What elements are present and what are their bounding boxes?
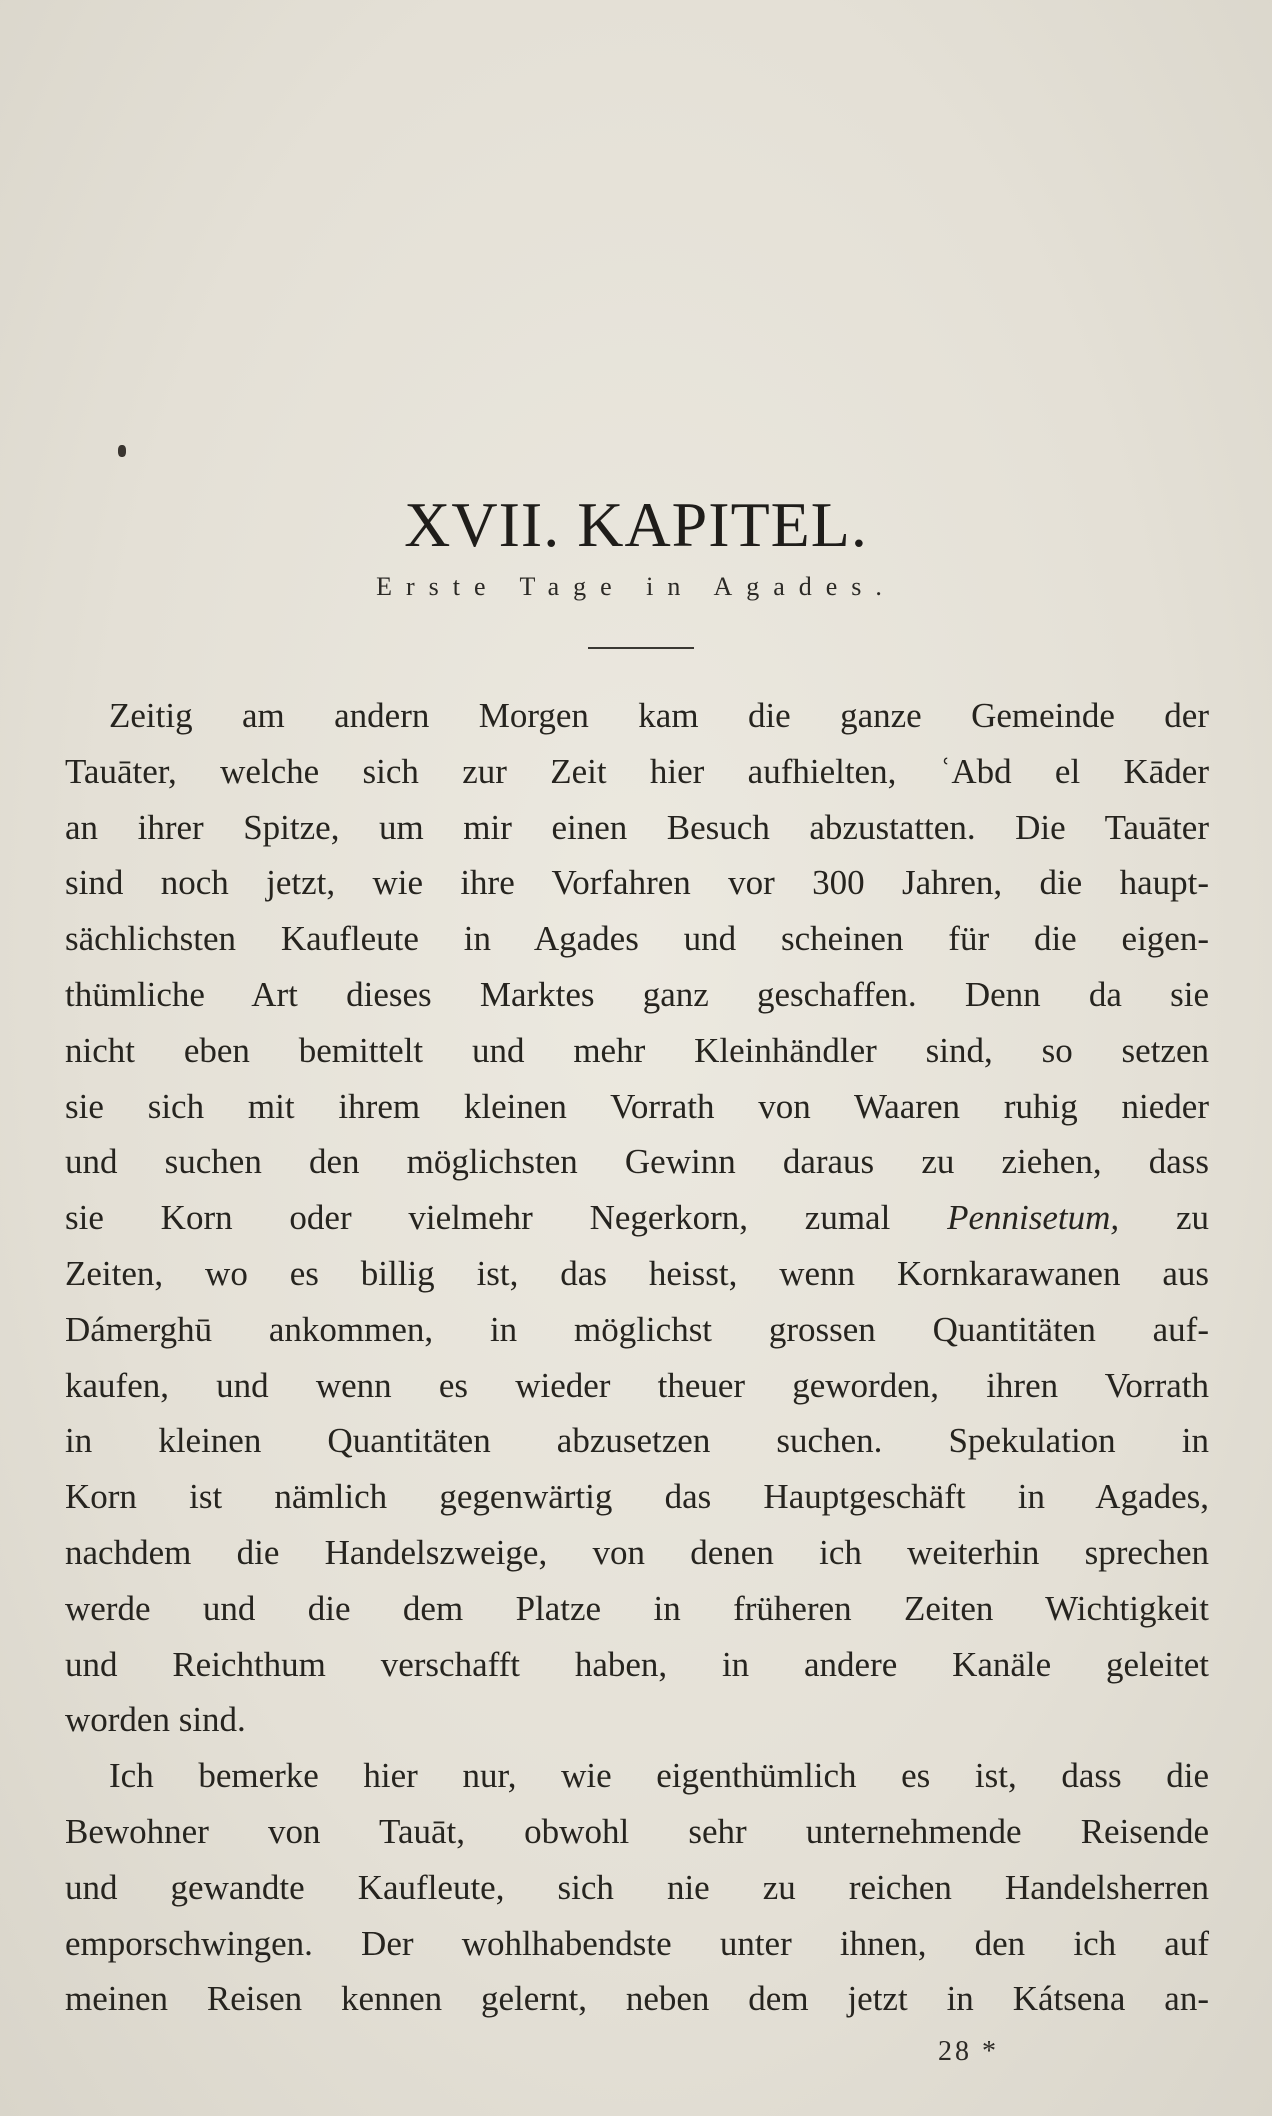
title-rule [588,647,694,649]
text-line: Zeitig am andern Morgen kam die ganze Gemeinde der [109,696,1209,735]
ink-speck [118,445,126,457]
text-line: nachdem die Handelszweige, von denen ich weiterhin sprechen [65,1532,1209,1572]
text-line: werde und die dem Platze in früheren Zeiten Wichtigkeit [65,1588,1209,1628]
text-line: sie sich mit ihrem kleinen Vorrath von Waaren ruhig nieder [65,1086,1209,1126]
text-line: emporschwingen. Der wohlhabendste unter ihnen, den ich auf [65,1923,1209,1963]
text-line: und gewandte Kaufleute, sich nie zu reichen Handelsherren [65,1867,1209,1907]
body-text [65,688,1209,2027]
chapter-subtitle: Erste Tage in Agades. [376,572,896,601]
text-line: Ich bemerke hier nur, wie eigenthümlich es ist, dass die [109,1756,1209,1796]
text-line: und suchen den möglichsten Gewinn daraus zu ziehen, dass [65,1142,1209,1182]
text-segment: sie Korn oder vielmehr Negerkorn, zumal [65,1198,891,1238]
text-line: und Reichthum verschafft haben, in andere Kanäle geleitet [65,1644,1209,1684]
text-line: thümliche Art dieses Marktes ganz geschaffen. Denn da sie [65,974,1209,1014]
text-line: Korn ist nämlich gegenwärtig das Hauptgeschäft in Agades, [65,1477,1209,1517]
text-line: Bewohner von Tauāt, obwohl sehr unternehmende Reisende [65,1811,1209,1851]
page-number: 28 * [938,2036,999,2067]
text-line: an ihrer Spitze, um mir einen Besuch abzustatten. Die Tauāter [65,807,1209,847]
text-line: in kleinen Quantitäten abzusetzen suchen. Spekulation in [65,1421,1209,1461]
text-line: Dámerghū ankommen, in möglichst grossen Quantitäten auf- [65,1309,1209,1349]
italic-term: Pennisetum, [947,1198,1120,1238]
text-line: meinen Reisen kennen gelernt, neben dem jetzt in Kátsena an- [65,1979,1209,2019]
text-line: nicht eben bemittelt und mehr Kleinhändler sind, so setzen [65,1030,1209,1070]
text-line-with-emphasis [65,1190,1209,1246]
text-segment: zu [1175,1198,1209,1238]
chapter-title: XVII. KAPITEL. [404,489,868,560]
text-line: kaufen, und wenn es wieder theuer geworden, ihren Vorrath [65,1365,1209,1405]
text-line: sächlichsten Kaufleute in Agades und scheinen für die eigen- [65,919,1209,959]
text-line: Tauāter, welche sich zur Zeit hier aufhielten, ʿAbd el Kāder [65,751,1209,791]
text-line: sind noch jetzt, wie ihre Vorfahren vor 300 Jahren, die haupt- [65,863,1209,903]
text-line: Zeiten, wo es billig ist, das heisst, wenn Kornkarawanen aus [65,1253,1209,1293]
text-line: worden sind. [65,1700,246,1740]
